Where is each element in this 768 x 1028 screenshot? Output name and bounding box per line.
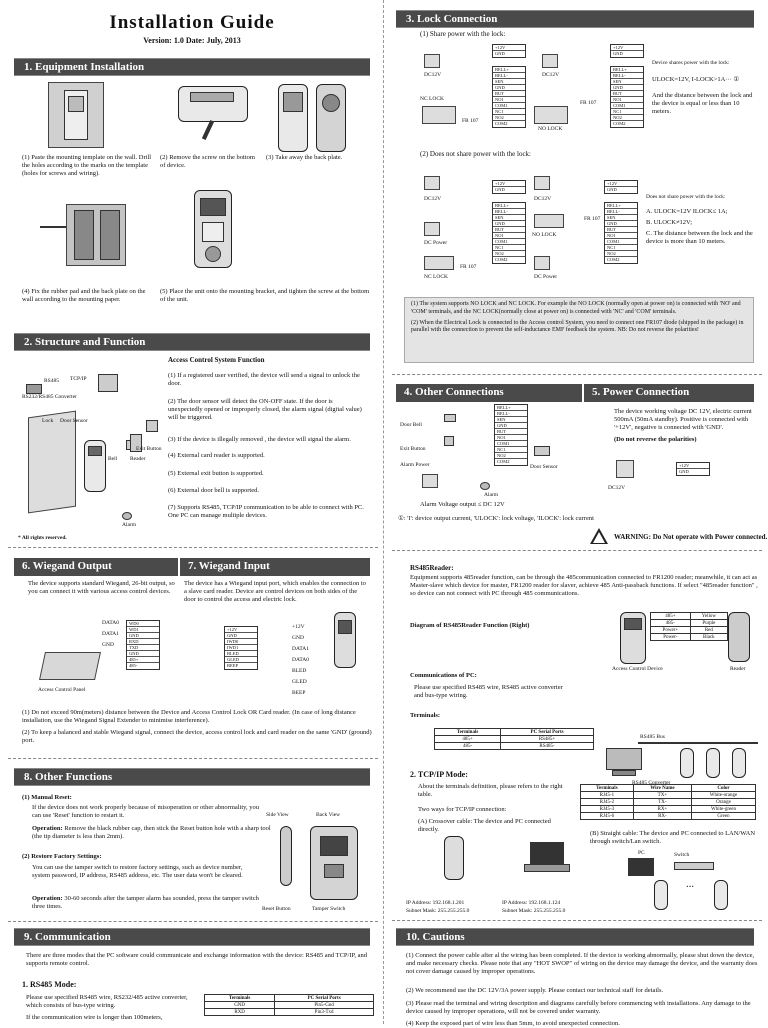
rs485reader-title: RS485Reader: <box>410 564 454 572</box>
install-step-2: (2) Remove the screw on the bottom of device. <box>160 154 255 169</box>
noshare-c: C. The distance between the lock and the device is more than 10 meters. <box>646 230 753 245</box>
wiegand-input-text: The device has a Wiegand input port, which enables the connection to a slave card reader. Device are control devices on both sides of the door to control the access and electric lock. <box>184 580 366 603</box>
function-item-6: (6) External door bell is supported. <box>168 487 259 494</box>
tcpip-text-3: (A) Crossover cable: The device and PC connected directly. <box>418 818 551 833</box>
restore-title: (2) Restore Factory Settings: <box>22 853 102 860</box>
tcpip-title: 2. TCP/IP Mode: <box>410 770 468 779</box>
rights-note: * All rights reserved. <box>18 535 67 541</box>
section-title-structure: 2. Structure and Function <box>14 333 370 351</box>
caution-3: (3) Please read the terminal and wiring description and diagrams carefully before commencing with installations. Any damage to the device caused by improper operations, will not be covered under warranty. <box>406 1000 751 1015</box>
caution-1: (1) Connect the power cable after al the wiring has been completed. If the device is working abnormally, please shut down the device, and make necessary checks. Please note that any "HOT SWOP" of wiring on the device may damage the device, and the warranty does not cover damage caused by improper operations. <box>406 952 758 975</box>
current-footnote: ①: 'I': device output current, 'ULOCK': lock voltage, 'ILOCK': lock current <box>398 515 594 522</box>
caution-2: (2) We recommend use the DC 12V/3A power supply. Please contact our technical staff for details. <box>406 987 664 994</box>
lock-notes <box>404 297 754 363</box>
section-title-communication: 9. Communication <box>14 928 370 946</box>
power-text: The device working voltage DC 12V, electric current 500mA (50mA standby). Positive is connected with '+12V', negative is connected with 'GND'. <box>614 408 752 431</box>
section-title-other-functions: 8. Other Functions <box>14 768 370 786</box>
install-step-4: (4) Fix the rubber pad and the back plate on the wall according to the mounting paper. <box>22 288 146 303</box>
section-title-installation: 1. Equipment Installation <box>14 58 370 76</box>
communication-text: There are three modes that the PC software could communicate and exchange information with the device: RS485 and TCP/IP, and supports remote control. <box>26 952 368 967</box>
reset-text: If the device does not work properly because of misoperation or other abnormality, you can use 'Reset' function to restart it. <box>32 804 260 819</box>
function-item-7: (7) Supports RS485, TCP/IP communication to be able to connect with PC. One PC can manage multiple devices. <box>168 504 364 519</box>
rs485-mode-title: 1. RS485 Mode: <box>22 980 77 989</box>
noshare-note: Does not share power with the lock: <box>646 194 726 200</box>
wiegand-note-1: (1) Do not exceed 90m(meters) distance between the Device and Access Control Lock OR Card reader. (In case of long distance installation, use the Wiegand Signal Extender to minimise interference). <box>22 709 356 724</box>
page-title: Installation Guide <box>109 12 275 33</box>
function-item-5: (5) External exit button is supported. <box>168 470 264 477</box>
share-formula: ULOCK=12V, I-LOCK>1A··· ① <box>652 76 740 83</box>
function-item-1: (1) If a registered user verified, the device will send a signal to unlock the door. <box>168 372 360 387</box>
section-title-wiegand-output: 6. Wiegand Output <box>14 558 178 576</box>
restore-text: You can use the tamper switch to restore factory settings, such as device number, system password, IP address, RS485 address, etc. The user data won't be cleared. <box>32 864 243 879</box>
install-step-3: (3) Take away the back plate. <box>266 154 343 161</box>
section-title-power-connection: 5. Power Connection <box>584 384 754 402</box>
tcpip-terminal-table: Terminals Wire Name Color RJ45-1 TX+ White-orange RJ45-2 TX- Orange RJ45-3 RX+ White-green RJ45-6 RX- Green <box>580 784 756 820</box>
section-title-other-connections: 4. Other Connections <box>396 384 582 402</box>
rs485-mode-text-1: Please use specified RS485 wire, RS232/485 active converter, which consists of bus-type wiring. <box>26 994 188 1009</box>
noshare-heading: (2) Does not share power with the lock: <box>420 150 531 158</box>
install-step-5: (5) Place the unit onto the mounting bracket, and tighten the screw at the bottom of the unit. <box>160 288 370 303</box>
function-title: Access Control System Function <box>168 356 265 364</box>
rs485reader-text: Equipment supports 485reader function, can be through the 485communication connected to FR1200 reader; meanwhile, it can act as Master-slave which device for master, FR1200 reader for slaver, achieve 485 Anti-passback functions. If select "485reader function" , so device can not connect with PC through 485 communications. <box>410 574 758 597</box>
install-step-1: (1) Paste the mounting template on the wall. Drill the holes according to the marks on the template (holes for screws and wiring). <box>22 154 152 177</box>
reset-title: (1) Manual Reset: <box>22 794 72 801</box>
noshare-b: B. ULOCK≠12V; <box>646 219 693 226</box>
restore-operation: Operation: 30-60 seconds after the tamper alarm has sounded, press the tamper switch three times. <box>32 895 259 910</box>
warning-text: WARNING: Do Not operate with Power connected. <box>614 533 768 541</box>
pc-comm-text: Please use specified RS485 wire, RS485 active converter and bus-type wiring. <box>414 684 563 699</box>
lock-note-2: (2) When the Electrical Lock is connected to the Access control System, you need to connect one FR107 diode (shipped in the package) in parallel with the connection to prevent the self-inductance EMF feedback the system. NB: Do not reverse the polarities! <box>411 319 744 334</box>
wiegand-note-2: (2) To keep a balanced and stable Wiegand signal, connect the device, access control lock and card reader on the same 'GND' (ground) port. <box>22 729 372 744</box>
section-title-lock-connection: 3. Lock Connection <box>396 10 754 28</box>
right-column: 3. Lock Connection (1) Share power with the lock: DC12V DC12V +12V GND BELL+ BELL- SEN GND BUT NO1 COM1 NC1 NO2 COM2 +12V GND BELL+ BELL- SEN GND BUT NO1 COM1 NC1 NO2 COM2 NC LOCK FR 107 NO LOCK FR 107 Device shares power with the lock: ULOCK=12V, I-LOCK>1A··· ① And the distance between the lock and the device is equal or less than 10 meters. (2) Does not share power with the lock: DC12V DC12V +12V GND BELL+ BELL- SEN GND BUT NO1 COM1 NC1 NO2 COM2 +12V GND BELL+ BELL- SEN GND BUT NO1 COM1 NC1 NO2 COM2 DC Power NO LOCK FR 107 FR 107 NC LOCK DC Power Does not share power with the lock: A. ULOCK=12V ILOCK≤ 1A; B. ULOCK≠12V; C. The distance between the lock and the device is more than 10 meters. (1) The system supports NO LOCK and NC LOCK. For example the NO LOCK (normally open at power on) is connected with 'NO' and 'COM' terminals, and the NC LOCK(normally close at power on) is connected with 'NC' and 'COM' terminals. (2) When the Electrical Lock is connected to the Access control System, you need to connect one FR107 diode (shipped in the package) in parallel with the connection to prevent the self-inductance EMF feedback the system. NB: Do not reverse the polarities! 4. Other Connections 5. Power Connection Door Bell Exit Button Alarm Power BELL+ BELL- SEN GND BUT NO1 COM1 NC1 NO2 COM2 Door Sensor Alarm Alarm Voltage output ≤ DC 12V The device working voltage DC 12V, electric current 500mA (50mA standby). Positive is connected with '+12V', negative is connected with 'GND'. (Do not reverse the polarities) DC12V +12V GND ①: 'I': device output current, 'ULOCK': lock voltage, 'ILOCK': lock current WARNING: Do Not operate with Power connected. RS485Reader: Equipment supports 485reader function, can be through the 485communication connected to FR1200 reader; meanwhile, it can act as Master-slave which device for master, FR1200 reader for slaver, achieve 485 Anti-passback functions. If select "485reader function" , so device can not connect with PC through 485 communications. Diagram of RS485Reader Function (Right) 485+ Yellow 485- Purple Power+ Red Power- Black Access Control Device Reader Communications of PC: Please use specified RS485 wire, RS485 active converter and bus-type wiring. Terminals: Terminals PC Serial Ports 485+ RS485+ 485- RS485- RS485 Converter RS485 Bus 2. TCP/IP Mode: About the terminals definition, please refers to the right table. Two ways for TCP/IP connection: (A) Crossover cable: The device and PC connected directly. Terminals Wire Name Color RJ45-1 TX+ White-orange RJ45-2 TX- Orange RJ45-3 RX+ White-green RJ45-6 RX- Green (B) Straight cable: The device and PC connected to LAN/WAN through switch/Lan switch. IP Address: 192.168.1.201 Subnet Mask: 255.255.255.0 IP Address: 192.168.1.124 Subnet Mask: 255.255.255.0 PC Switch … 10. Cautions (1) Connect the power cable after al the wiring has been completed. If the device is working abnormally, please shut down the device, and make necessary checks. Please note that any "HOT SWOP" of wiring on the device may damage the device, and the warranty does not cover damage caused by improper operations. (2) We recommend use the DC 12V/3A power supply. Please contact our technical staff for details. (3) Please read the terminal and wiring description and diagrams carefully before commencing with installations. Any damage to the device caused by improper operations, will not be covered under warranty. (4) Keep the exposed part of wire less than 5mm, to avoid unexpected connection. <box>384 0 768 1024</box>
version-line: Version: 1.0 Date: July, 2013 <box>143 36 241 45</box>
terminals-title: Terminals: <box>410 712 441 719</box>
tcpip-text-4: (B) Straight cable: The device and PC connected to LAN/WAN through switch/Lan switch. <box>590 830 756 845</box>
caution-4: (4) Keep the exposed part of wire less than 5mm, to avoid unexpected connection. <box>406 1020 620 1027</box>
share-power-heading: (1) Share power with the lock: <box>420 30 506 38</box>
alarm-voltage: Alarm Voltage output ≤ DC 12V <box>420 501 505 508</box>
section-title-wiegand-input: 7. Wiegand Input <box>180 558 370 576</box>
share-distance: And the distance between the lock and the device is equal or less than 10 meters. <box>652 92 753 115</box>
tcpip-text-1: About the terminals definition, please refers to the right table. <box>418 783 563 798</box>
lock-note-1: (1) The system supports NO LOCK and NC LOCK. For example the NO LOCK (normally open at power on) is connected with 'NO' and 'COM' terminals, and the NC LOCK(normally close at power on) is connected with 'NC' and 'COM' terminals. <box>411 301 741 315</box>
warning-icon-inner <box>593 532 605 543</box>
left-column: Installation Guide Version: 1.0 Date: July, 2013 1. Equipment Installation (1) Paste the mounting template on the wall. Drill the holes according to the marks on the template (holes for screws and wiring). (2) Remove the screw on the bottom of device. (3) Take away the back plate. (4) Fix the rubber pad and the back plate on the wall according to the mounting paper. (5) Place the unit onto the mounting bracket, and tighten the screw at the bottom of the unit. 2. Structure and Function RS485 TCP/IP RS232/RS485 Converter Lock Door Sensor Bell Reader Exit Button Alarm Access Control System Function (1) If a registered user verified, the device will send a signal to unlock the door. (2) The door sensor will detect the ON-OFF state. If the door is unexpectedly opened or improperly closed, the alarm signal (digital value) will be triggered. (3) If the device is illegally removed , the device will signal the alarm. (4) External card reader is supported. (5) External exit button is supported. (6) External door bell is supported. (7) Supports RS485, TCP/IP communication to be able to connect with PC. One PC can manage multiple devices. * All rights reserved. 6. Wiegand Output 7. Wiegand Input The device supports standard Wiegand, 26-bit output, so you can connect it with various access control devices. The device has a Wiegand input port, which enables the connection to a slave card reader. Device are control devices on both sides of the door to control the access and electric lock. DATA0 DATA1 GND Access Control Panel WD0 WD1 GND RXD TXD GND 485+ 485- +12V GND IWD0 IWD1 BLED GLED BEEP +12V GND DATA1 DATA0 BLED GLED BEEP (1) Do not exceed 90m(meters) distance between the Device and Access Control Lock OR Card reader. (In case of long distance installation, use the Wiegand Signal Extender to minimise interference). (2) To keep a balanced and stable Wiegand signal, connect the device, access control lock and card reader on the same 'GND' (ground) port. 8. Other Functions (1) Manual Reset: If the device does not work properly because of misoperation or other abnormality, you can use 'Reset' function to restart it. Operation: Remove the black rubber cap, then stick the Reset button hole with a sharp tool (the tip diameter is less than 2mm). (2) Restore Factory Settings: You can use the tamper switch to restore factory settings, such as device number, system password, IP address, RS485 address, etc. The user data won't be cleared. Operation: 30-60 seconds after the tamper alarm has sounded, press the tamper switch three times. Side View Back View Reset Button Tamper Switch 9. Communication There are three modes that the PC software could communicate and exchange information with the device: RS485 and TCP/IP, and supports remote control. 1. RS485 Mode: Please use specified RS485 wire, RS232/485 active converter, which consists of bus-type wiring. If the communication wire is longer than 100meters, Terminals PC Serial Ports GND Pin5-Gnd RXD Pin3-Txd <box>0 0 384 1024</box>
reset-operation: Operation: Remove the black rubber cap, then stick the Reset button hole with a sharp tool (the tip diameter is less than 2mm). <box>32 825 271 840</box>
rs485-mode-text-2: If the communication wire is longer than 100meters, <box>26 1014 163 1021</box>
pc-comm-title: Communications of PC: <box>410 672 477 679</box>
function-item-4: (4) External card reader is supported. <box>168 452 265 459</box>
wiegand-output-text: The device supports standard Wiegand, 26-bit output, so you can connect it with various access control devices. <box>28 580 175 595</box>
power-warning: (Do not reverse the polarities) <box>614 436 697 443</box>
rs485-terminal-table: Terminals PC Serial Ports GND Pin5-Gnd RXD Pin3-Txd <box>204 994 374 1016</box>
section-title-cautions: 10. Cautions <box>396 928 754 946</box>
noshare-a: A. ULOCK=12V ILOCK≤ 1A; <box>646 208 728 215</box>
rs485reader-terminal-table: Terminals PC Serial Ports 485+ RS485+ 485- RS485- <box>434 728 594 750</box>
function-item-3: (3) If the device is illegally removed , the device will signal the alarm. <box>168 436 351 443</box>
tcpip-text-2: Two ways for TCP/IP connection: <box>418 806 507 813</box>
rs485reader-diagram-title: Diagram of RS485Reader Function (Right) <box>410 622 530 629</box>
share-note: Device shares power with the lock: <box>652 60 730 66</box>
function-item-2: (2) The door sensor will detect the ON-OFF state. If the door is unexpectedly opened or improperly closed, the alarm signal (digital value) will be triggered. <box>168 398 362 421</box>
